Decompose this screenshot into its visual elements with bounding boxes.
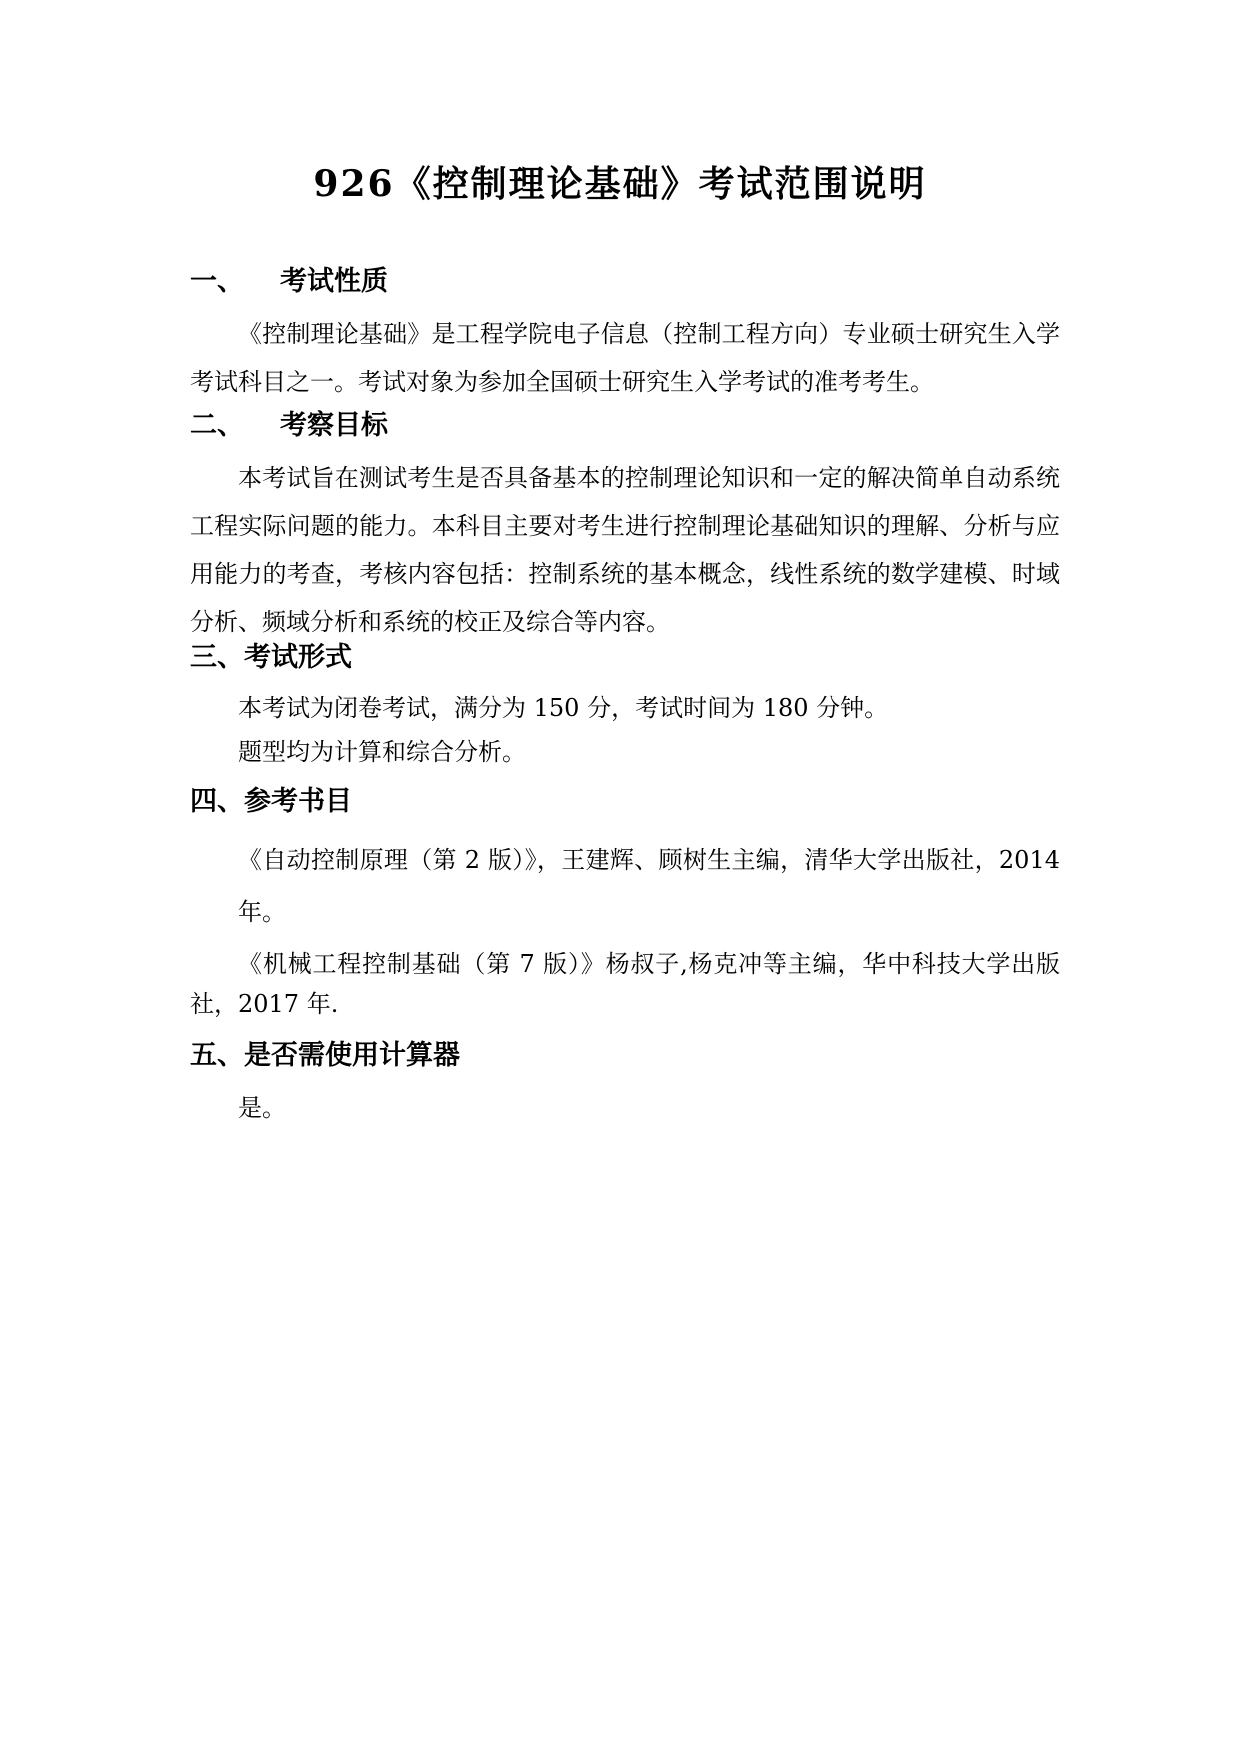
exam-format-line: 本考试为闭卷考试，满分为 150 分，考试时间为 180 分钟。 bbox=[238, 694, 889, 722]
section-title: 考试形式 bbox=[244, 642, 352, 673]
section-title: 参考书目 bbox=[244, 786, 352, 817]
section-heading-2 bbox=[190, 406, 388, 446]
calculator-answer: 是。 bbox=[238, 1094, 286, 1122]
section-number: 三、 bbox=[190, 642, 244, 673]
section-heading-3 bbox=[190, 638, 352, 678]
section-1-paragraph: 《控制理论基础》是工程学院电子信息（控制工程方向）专业硕士研究生入学考试科目之一。考试对象为参加全国硕士研究生入学考试的准考考生。 bbox=[190, 320, 1060, 396]
section-title: 考察目标 bbox=[280, 410, 388, 441]
section-number: 一、 bbox=[190, 266, 244, 297]
section-number: 二、 bbox=[190, 410, 244, 441]
section-number: 五、 bbox=[190, 1040, 244, 1071]
section-title: 考试性质 bbox=[280, 266, 388, 297]
section-2-paragraph: 本考试旨在测试考生是否具备基本的控制理论知识和一定的解决简单自动系统工程实际问题的能力。本科目主要对考生进行控制理论基础知识的理解、分析与应用能力的考查，考核内容包括：控制系统的基本概念，线性系统的数学建模、时域分析、频域分析和系统的校正及综合等内容。 bbox=[190, 464, 1060, 636]
page-title: 926《控制理论基础》考试范围说明 bbox=[313, 163, 927, 205]
question-type-line: 题型均为计算和综合分析。 bbox=[238, 738, 526, 766]
section-heading-4 bbox=[190, 782, 352, 822]
section-number: 四、 bbox=[190, 786, 244, 817]
section-title: 是否需使用计算器 bbox=[244, 1040, 460, 1071]
reference-book-2: 《机械工程控制基础（第 7 版）》杨叔子,杨克冲等主编，华中科技大学出版社，2017 年. bbox=[190, 950, 1060, 1018]
reference-book-1: 《自动控制原理（第 2 版）》，王建辉、顾树生主编，清华大学出版社，2014 年。 bbox=[238, 846, 1060, 926]
section-heading-5 bbox=[190, 1036, 460, 1076]
section-heading-1 bbox=[190, 262, 388, 302]
